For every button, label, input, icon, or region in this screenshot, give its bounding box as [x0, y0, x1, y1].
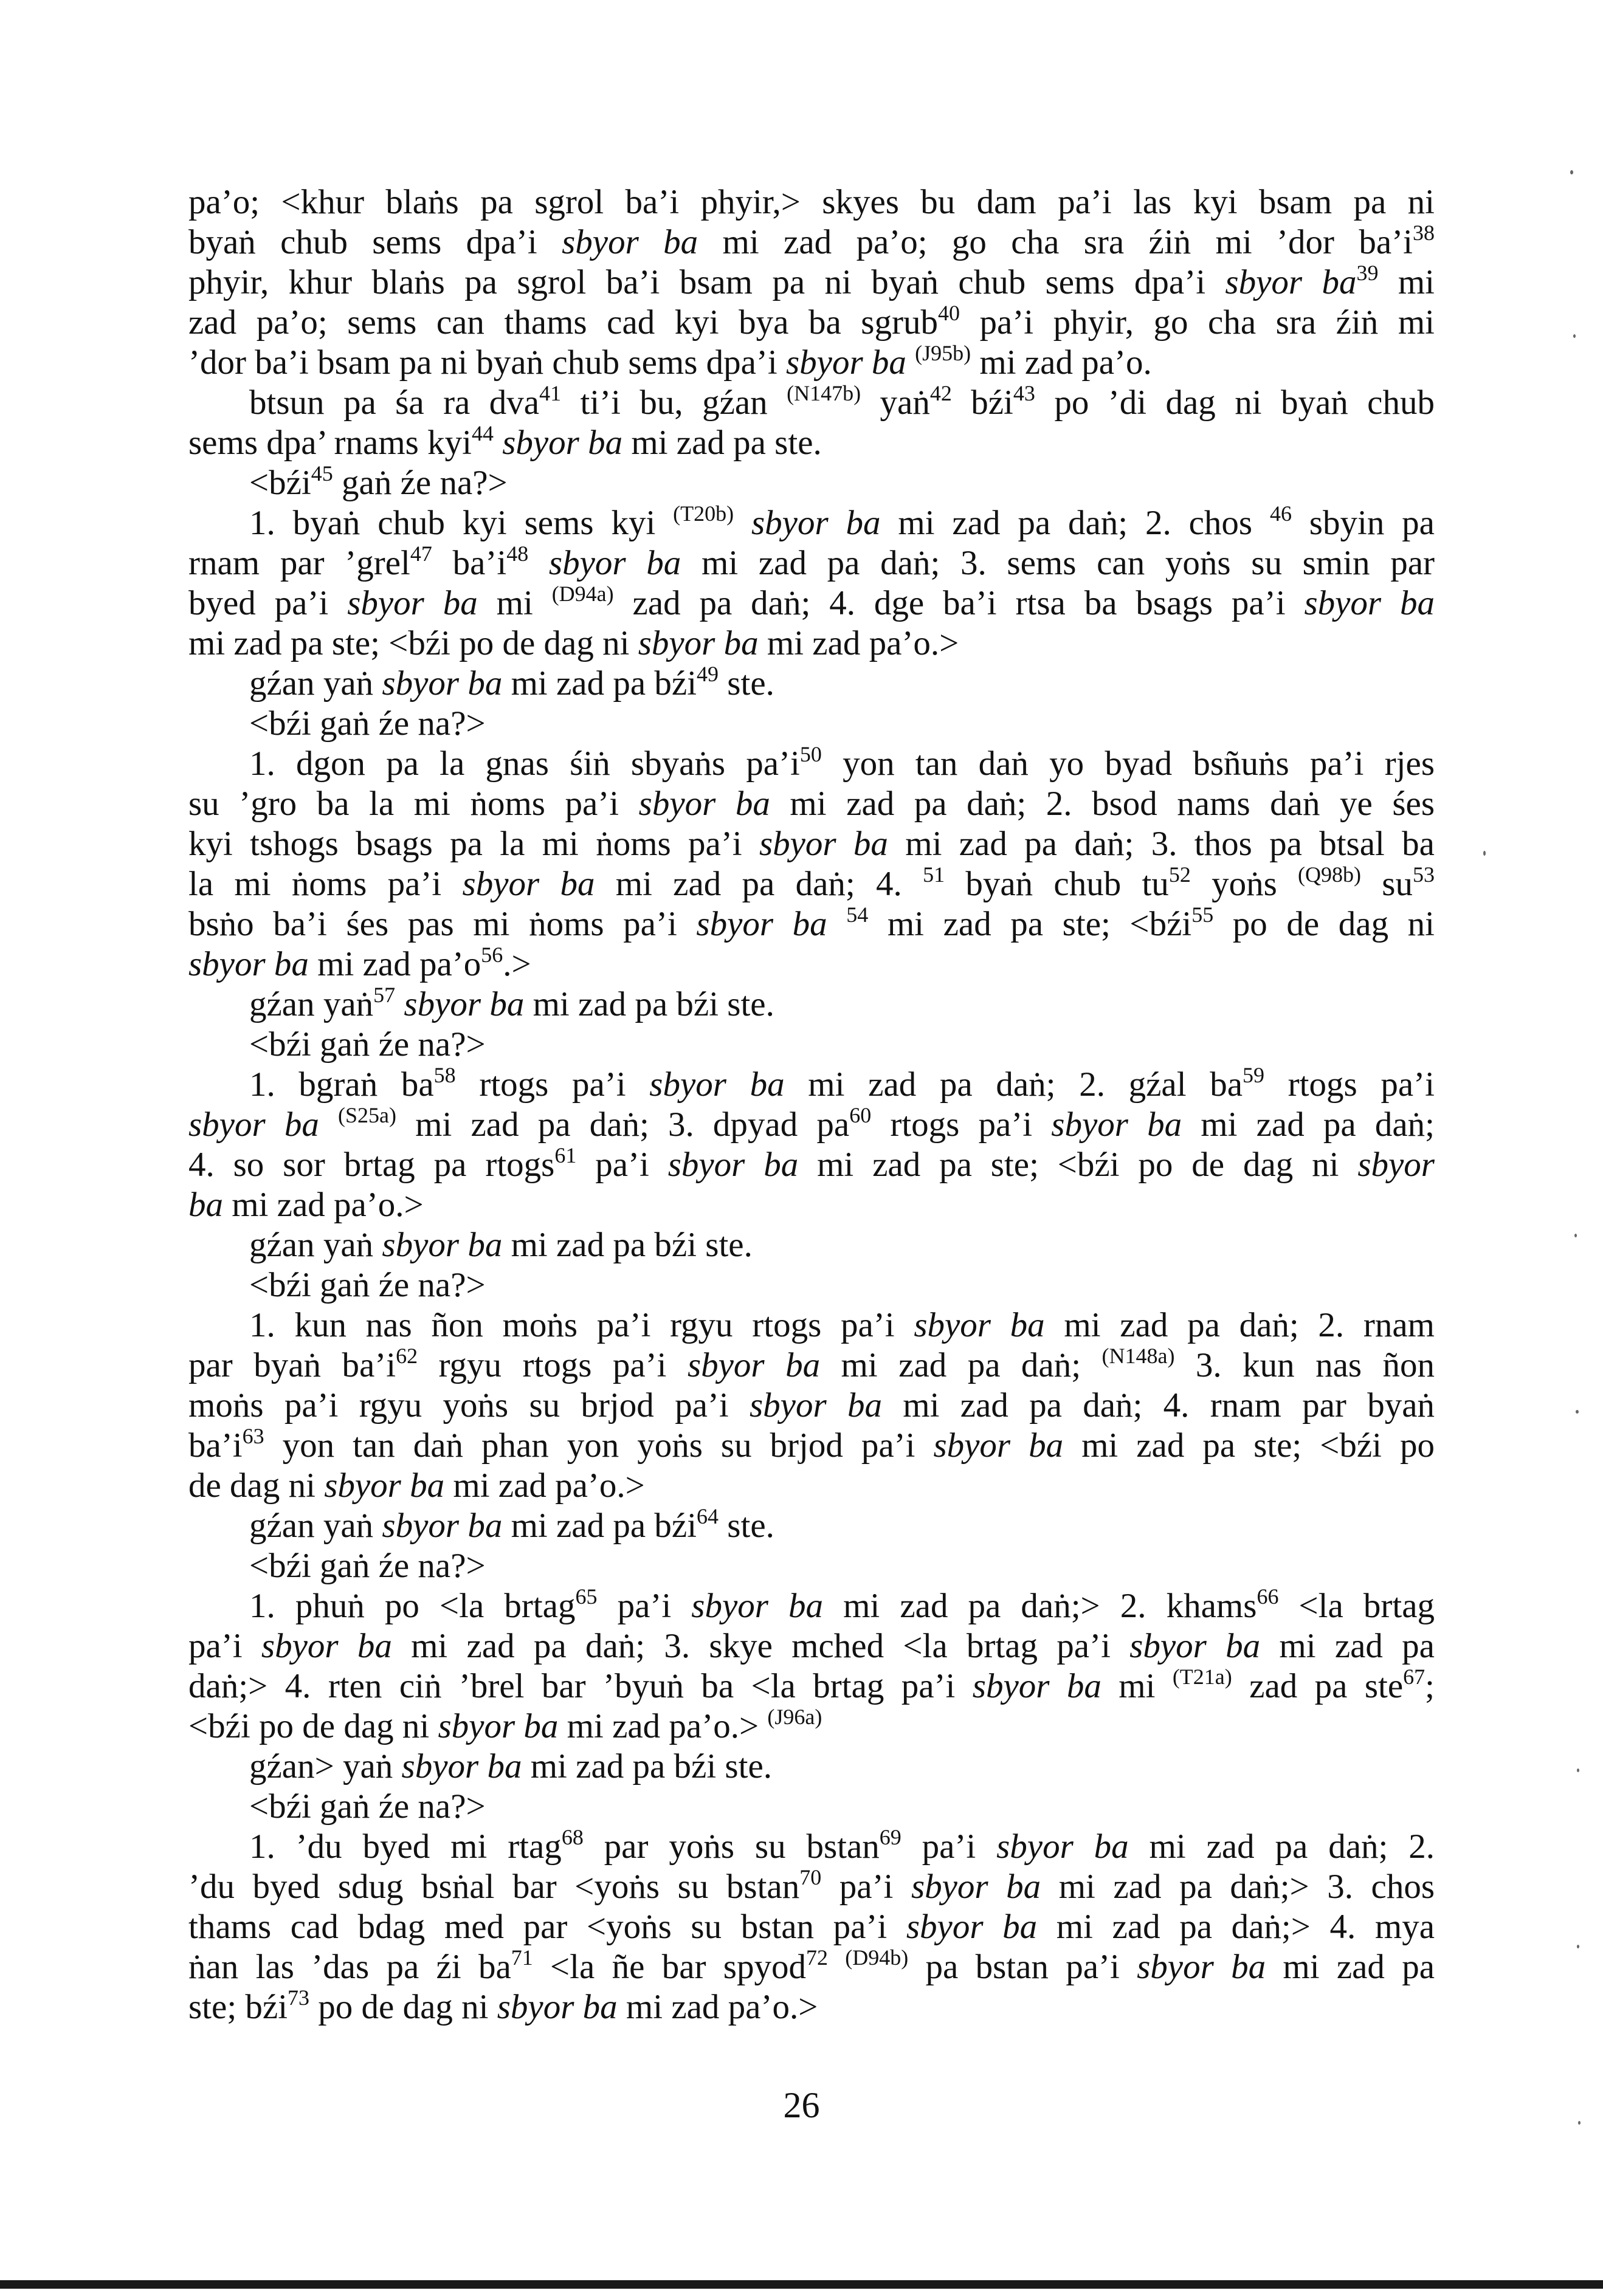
- italic-term: sbyor: [1357, 1146, 1435, 1184]
- text-run: mi zad pa daṅ;˃ 3. chos: [1041, 1868, 1435, 1906]
- text-run: mi zad pa’o.: [971, 343, 1152, 382]
- text-run: su ’gro ba la mi ṅoms pa’i: [188, 785, 639, 823]
- italic-term: sbyor ba: [382, 1507, 503, 1545]
- text-run: ˂bźi gaṅ źe na?˃: [249, 1266, 486, 1304]
- text-run: pa’i: [821, 1868, 911, 1906]
- text-run: zad pa daṅ; 4. dge ba’i rtsa ba bsags pa’i: [613, 584, 1305, 622]
- text-run: sems dpa’ rnams kyi: [188, 424, 472, 462]
- text-line: [188, 1707, 1435, 1747]
- footnote-marker: 49: [697, 662, 719, 686]
- text-run: mi zad pa’o; go cha sra źiṅ mi ’dor ba’i: [698, 223, 1413, 261]
- text-run: mi zad pa daṅ;˃ 2. khams: [823, 1587, 1257, 1625]
- text-run: [906, 343, 915, 382]
- footnote-marker: 73: [288, 1985, 310, 2010]
- scan-speck: [1483, 851, 1486, 856]
- text-line: [188, 263, 1435, 303]
- text-run: [827, 905, 847, 943]
- text-run: la mi ṅoms pa’i: [188, 865, 463, 903]
- text-line: [188, 904, 1435, 944]
- text-run: mi zad pa daṅ; 2. rnam: [1044, 1306, 1435, 1344]
- text-run: po de dag ni: [1213, 905, 1435, 943]
- footnote-marker: 43: [1013, 381, 1035, 405]
- text-run: 4. so sor brtag pa rtogs: [188, 1146, 555, 1184]
- text-run: 1. byaṅ chub kyi sems kyi: [249, 504, 674, 542]
- text-run: rtogs pa’i: [871, 1105, 1052, 1144]
- text-run: ˂bźi gaṅ źe na?˃: [249, 704, 486, 743]
- text-run: pa’i phyir, go cha sra źiṅ mi: [959, 303, 1435, 342]
- text-run: bsṅo ba’i śes pas mi ṅoms pa’i: [188, 905, 697, 943]
- italic-term: sbyor ba: [667, 1146, 799, 1184]
- text-run: byed pa’i: [188, 584, 348, 622]
- text-line: [188, 303, 1435, 343]
- italic-term: sbyor ba: [401, 1747, 522, 1786]
- text-run: ste.: [719, 664, 774, 703]
- text-run: mi zad pa daṅ; 2. bsod nams daṅ ye śes: [770, 785, 1435, 823]
- text-line: [188, 1827, 1435, 1867]
- text-run: par byaṅ ba’i: [188, 1346, 396, 1384]
- text-line: [188, 1225, 1435, 1265]
- footnote-marker: 63: [242, 1424, 264, 1448]
- italic-term: sbyor ba: [911, 1868, 1041, 1906]
- footnote-marker: 54: [846, 902, 869, 927]
- text-run: pa’i: [188, 1627, 261, 1665]
- italic-term: sbyor ba: [1137, 1948, 1266, 1986]
- text-run: mi zad pa daṅ; 2.: [1128, 1827, 1435, 1866]
- text-run: mi: [1378, 263, 1435, 301]
- text-run: gźan˃ yaṅ: [249, 1747, 402, 1786]
- italic-term: sbyor ba: [438, 1707, 559, 1745]
- text-run: moṅs pa’i rgyu yoṅs su brjod pa’i: [188, 1386, 750, 1425]
- text-run: rnam par ’grel: [188, 544, 410, 582]
- text-run: mi zad pa daṅ; 4. rnam par byaṅ: [881, 1386, 1435, 1425]
- text-line: [188, 1907, 1435, 1947]
- italic-term: sbyor ba: [1225, 263, 1357, 301]
- footnote-marker: 47: [410, 541, 432, 566]
- italic-term: sbyor ba: [933, 1426, 1064, 1465]
- text-run: kyi tshogs bsags pa la mi ṅoms pa’i: [188, 825, 759, 863]
- footnote-marker: 62: [396, 1344, 418, 1368]
- text-run: po de dag ni: [309, 1988, 497, 2026]
- text-line: [188, 1506, 1435, 1546]
- text-line: [188, 1867, 1435, 1907]
- footnote-marker: 42: [929, 381, 952, 405]
- italic-term: sbyor ba: [691, 1587, 824, 1625]
- italic-term: sbyor ba: [687, 1346, 821, 1384]
- text-line: [188, 503, 1435, 543]
- text-run: par yoṅs su bstan: [583, 1827, 880, 1866]
- text-run: mi zad pa daṅ; 4.: [595, 865, 923, 903]
- text-run: mi zad pa ste; ˂bźi po de dag ni: [798, 1146, 1358, 1184]
- text-run: [828, 1948, 845, 1986]
- text-line: [188, 423, 1435, 463]
- footnote-marker: 66: [1257, 1584, 1279, 1609]
- text-run: gźan yaṅ: [249, 1507, 382, 1545]
- text-run: mi zad pa ste; ˂bźi po: [1063, 1426, 1435, 1465]
- text-line: [188, 383, 1435, 423]
- text-line: [188, 1787, 1435, 1827]
- text-run: ’dor ba’i bsam pa ni byaṅ chub sems dpa’i: [188, 343, 786, 382]
- text-run: thams cad bdag med par ˂yoṅs su bstan pa’i: [188, 1908, 906, 1946]
- text-line: [188, 944, 1435, 985]
- footnote-marker: (N148a): [1101, 1344, 1175, 1368]
- text-run: mi zad pa’o.˃: [617, 1988, 818, 2026]
- text-run: [395, 985, 404, 1023]
- text-line: [188, 343, 1435, 383]
- footnote-marker: 61: [554, 1143, 577, 1167]
- footnote-marker: 55: [1191, 902, 1214, 927]
- italic-term: sbyor ba: [906, 1908, 1038, 1946]
- text-run: bźi: [951, 383, 1013, 422]
- text-run: yon tan daṅ phan yon yoṅs su brjod pa’i: [264, 1426, 934, 1465]
- text-line: [188, 1426, 1435, 1466]
- text-run: 3. kun nas ñon: [1174, 1346, 1435, 1384]
- text-run: mi: [477, 584, 552, 622]
- scan-edge-rule: [0, 2280, 1603, 2289]
- text-run: mi: [1101, 1667, 1173, 1705]
- footnote-marker: (J95b): [915, 341, 971, 365]
- footnote-marker: 58: [433, 1063, 456, 1087]
- italic-term: sbyor ba: [404, 985, 525, 1023]
- text-run: gźan yaṅ: [249, 664, 382, 703]
- italic-term: sbyor ba: [638, 624, 759, 662]
- text-run: mi zad pa’o.˃: [558, 1707, 768, 1745]
- text-run: 1. ’du byed mi rtag: [249, 1827, 562, 1866]
- text-run: [528, 544, 549, 582]
- text-line: [188, 985, 1435, 1025]
- text-run: ˂bźi po de dag ni: [188, 1707, 438, 1745]
- text-run: ˂bźi gaṅ źe na?˃: [249, 1787, 486, 1826]
- text-run: mi zad pa’o.˃: [758, 624, 959, 662]
- footnote-marker: (N147b): [787, 381, 861, 405]
- footnote-marker: 65: [575, 1584, 598, 1609]
- italic-term: sbyor ba: [502, 424, 623, 462]
- footnote-marker: 69: [879, 1825, 901, 1849]
- text-run: rtogs pa’i: [1264, 1065, 1435, 1104]
- text-run: yoṅs: [1190, 865, 1298, 903]
- footnote-marker: 50: [799, 742, 822, 766]
- text-run: mi zad pa ste; ˂bźi: [868, 905, 1192, 943]
- text-run: btsun pa śa ra dva: [249, 383, 540, 422]
- text-run: mi zad pa ste; ˂bźi po de dag ni: [188, 624, 638, 662]
- footnote-marker: 72: [805, 1945, 828, 1970]
- text-line: [188, 463, 1435, 503]
- text-run: sbyin pa: [1291, 504, 1435, 542]
- text-run: byaṅ chub tu: [945, 865, 1169, 903]
- text-run: yon tan daṅ yo byad bsñuṅs pa’i rjes: [821, 744, 1435, 783]
- text-line: [188, 583, 1435, 624]
- text-run: ˂bźi: [249, 464, 311, 502]
- footnote-marker: 70: [799, 1865, 822, 1889]
- text-run: ˂la ñe bar spyod: [533, 1948, 806, 1986]
- italic-term: sbyor ba: [914, 1306, 1045, 1344]
- text-run: mi zad pa daṅ;: [1182, 1105, 1435, 1144]
- text-run: 1. kun nas ñon moṅs pa’i rgyu rtogs pa’i: [249, 1306, 914, 1344]
- text-line: [188, 1747, 1435, 1787]
- footnote-marker: 59: [1243, 1063, 1265, 1087]
- text-line: [188, 1185, 1435, 1225]
- italic-term: sbyor ba: [1051, 1105, 1182, 1144]
- text-run: phyir, khur blaṅs pa sgrol ba’i bsam pa ni byaṅ chub sems dpa’i: [188, 263, 1226, 301]
- footnote-marker: 68: [561, 1825, 584, 1849]
- text-run: mi zad pa daṅ; 2. gźal ba: [784, 1065, 1243, 1104]
- italic-term: sbyor ba: [751, 504, 881, 542]
- text-run: gźan yaṅ: [249, 1226, 382, 1264]
- footnote-marker: (D94a): [551, 582, 614, 606]
- italic-term: sbyor ba: [562, 223, 698, 261]
- text-line: [188, 1466, 1435, 1506]
- text-line: [188, 1025, 1435, 1065]
- italic-term: sbyor ba: [188, 1105, 319, 1144]
- text-run: mi zad pa bźi ste.: [502, 1226, 753, 1264]
- text-run: ˂bźi gaṅ źe na?˃: [249, 1547, 486, 1585]
- text-run: byaṅ chub sems dpa’i: [188, 223, 562, 261]
- text-run: ba’i: [432, 544, 507, 582]
- footnote-marker: 52: [1168, 862, 1191, 887]
- italic-term: sbyor ba: [1129, 1627, 1261, 1665]
- footnote-marker: 56: [481, 943, 503, 967]
- scan-speck: [1573, 334, 1576, 338]
- page-number: 26: [783, 2085, 820, 2125]
- italic-term: sbyor ba: [497, 1988, 618, 2026]
- footnote-marker: 45: [311, 461, 333, 486]
- text-line: [188, 1265, 1435, 1305]
- text-run: [319, 1105, 338, 1144]
- text-run: ti’i bu, gźan: [561, 383, 787, 422]
- text-run: pa’i: [576, 1146, 668, 1184]
- text-run: mi zad pa’o.˃: [444, 1466, 645, 1505]
- italic-term: sbyor ba: [1304, 584, 1435, 622]
- text-line: [188, 744, 1435, 784]
- italic-term: sbyor ba: [261, 1627, 392, 1665]
- text-line: [188, 784, 1435, 824]
- text-run: mi zad pa daṅ;˃ 4. mya: [1037, 1908, 1435, 1946]
- text-run: mi zad pa daṅ; 3. skye mched ˂la brtag pa’i: [391, 1627, 1130, 1665]
- text-run: gźan yaṅ: [249, 985, 374, 1023]
- text-run: ˂la brtag: [1278, 1587, 1435, 1625]
- text-run: ba’i: [188, 1426, 243, 1465]
- scan-speck: [1578, 2121, 1581, 2125]
- text-run: mi zad pa’o: [308, 945, 481, 983]
- text-line: [188, 664, 1435, 704]
- text-run: mi zad pa daṅ; 3. thos pa btsal ba: [888, 825, 1435, 863]
- text-line: [188, 1145, 1435, 1185]
- footnote-marker: (T20b): [673, 501, 734, 526]
- footnote-marker: 46: [1269, 501, 1292, 526]
- text-line: [188, 824, 1435, 864]
- text-line: [188, 1386, 1435, 1426]
- text-run: de dag ni: [188, 1466, 325, 1505]
- text-line: [188, 704, 1435, 744]
- italic-term: sbyor ba: [188, 945, 309, 983]
- text-run: zad pa ste: [1232, 1667, 1404, 1705]
- text-run: mi zad pa bźi: [502, 664, 697, 703]
- scan-speck: [1570, 170, 1573, 174]
- italic-term: sbyor ba: [972, 1667, 1101, 1705]
- scan-speck: [1577, 1768, 1579, 1772]
- italic-term: sbyor ba: [462, 865, 595, 903]
- text-run: mi zad pa daṅ; 3. dpyad pa: [396, 1105, 850, 1144]
- italic-term: sbyor ba: [638, 785, 770, 823]
- text-run: mi zad pa: [1260, 1627, 1435, 1665]
- italic-term: sbyor ba: [786, 343, 906, 382]
- text-line: [188, 1666, 1435, 1707]
- text-run: ’du byed sdug bsṅal bar ˂yoṅs su bstan: [188, 1868, 800, 1906]
- text-line: [188, 1346, 1435, 1386]
- footnote-marker: 40: [937, 301, 960, 325]
- text-run: [494, 424, 502, 462]
- italic-term: sbyor ba: [649, 1065, 785, 1104]
- text-run: ste; bźi: [188, 1988, 288, 2026]
- text-run: 1. phuṅ po ˂la brtag: [249, 1587, 576, 1625]
- text-line: [188, 1065, 1435, 1105]
- text-line: [188, 1947, 1435, 1987]
- text-line: [188, 624, 1435, 664]
- footnote-marker: (T21a): [1172, 1665, 1232, 1689]
- text-line: [188, 1626, 1435, 1666]
- italic-term: ba: [188, 1186, 223, 1224]
- footnote-marker: (D94b): [845, 1945, 909, 1970]
- text-run: mi zad pa daṅ; 2. chos: [880, 504, 1270, 542]
- footnote-marker: 51: [923, 862, 945, 887]
- italic-term: sbyor ba: [996, 1827, 1129, 1866]
- text-run: ste.: [719, 1507, 774, 1545]
- text-run: rtogs pa’i: [455, 1065, 650, 1104]
- footnote-marker: (J96a): [767, 1705, 822, 1729]
- italic-term: sbyor ba: [347, 584, 478, 622]
- italic-term: sbyor ba: [382, 1226, 503, 1264]
- footnote-marker: 67: [1403, 1665, 1425, 1689]
- footnote-marker: 53: [1413, 862, 1435, 887]
- footnote-marker: 60: [849, 1103, 872, 1127]
- scan-speck: [1576, 1410, 1579, 1414]
- text-line: [188, 1987, 1435, 2027]
- text-run: rgyu rtogs pa’i: [418, 1346, 688, 1384]
- text-run: mi zad pa bźi: [502, 1507, 697, 1545]
- text-run: mi zad pa bźi ste.: [522, 1747, 772, 1786]
- footnote-marker: 41: [539, 381, 562, 405]
- footnote-marker: 39: [1356, 261, 1379, 285]
- text-run: .˃: [503, 945, 531, 983]
- italic-term: sbyor ba: [696, 905, 827, 943]
- footnote-marker: 48: [506, 541, 529, 566]
- text-run: ˂bźi gaṅ źe na?˃: [249, 1025, 486, 1064]
- scan-speck: [1577, 1945, 1579, 1948]
- text-run: mi zad pa ste.: [622, 424, 822, 462]
- italic-term: sbyor ba: [749, 1386, 882, 1425]
- italic-term: sbyor ba: [382, 664, 503, 703]
- text-line: [188, 1105, 1435, 1145]
- text-line: [188, 543, 1435, 583]
- page-body: [188, 182, 1435, 2027]
- text-line: [188, 182, 1435, 222]
- footnote-marker: (S25a): [338, 1103, 396, 1127]
- italic-term: sbyor ba: [548, 544, 681, 582]
- footnote-marker: 44: [471, 421, 494, 445]
- text-run: mi zad pa: [1266, 1948, 1435, 1986]
- text-run: po ’di dag ni byaṅ chub: [1035, 383, 1435, 422]
- footnote-marker: 38: [1413, 221, 1435, 245]
- text-run: [734, 504, 751, 542]
- footnote-marker: 57: [373, 983, 396, 1007]
- text-run: ṅan las ’das pa źi ba: [188, 1948, 511, 1986]
- text-run: pa’o; ˂khur blaṅs pa sgrol ba’i phyir,˃ skyes bu dam pa’i las kyi bsam pa ni: [188, 183, 1435, 221]
- text-line: [188, 1546, 1435, 1586]
- text-line: [188, 1586, 1435, 1626]
- scan-speck: [1574, 1234, 1577, 1237]
- italic-term: sbyor ba: [324, 1466, 445, 1505]
- text-run: zad pa’o; sems can thams cad kyi bya ba sgrub: [188, 303, 938, 342]
- text-run: yaṅ: [861, 383, 930, 422]
- text-run: mi zad pa’o.˃: [223, 1186, 424, 1224]
- text-run: pa’i: [901, 1827, 997, 1866]
- text-run: mi zad pa daṅ; 3. sems can yoṅs su smin par: [681, 544, 1435, 582]
- text-run: 1. bgraṅ ba: [249, 1065, 434, 1104]
- italic-term: sbyor ba: [759, 825, 888, 863]
- footnote-marker: 71: [511, 1945, 533, 1970]
- text-run: mi zad pa bźi ste.: [524, 985, 774, 1023]
- text-line: [188, 864, 1435, 904]
- text-run: gaṅ źe na?˃: [333, 464, 508, 502]
- text-line: [188, 222, 1435, 263]
- text-line: [188, 1305, 1435, 1346]
- text-run: daṅ;˃ 4. rten ciṅ ’brel bar ’byuṅ ba ˂la brtag pa’i: [188, 1667, 973, 1705]
- text-run: 1. dgon pa la gnas śiṅ sbyaṅs pa’i: [249, 744, 800, 783]
- footnote-marker: 64: [697, 1504, 719, 1528]
- text-run: ;: [1425, 1667, 1435, 1705]
- text-run: pa’i: [597, 1587, 692, 1625]
- text-run: su: [1361, 865, 1413, 903]
- text-run: mi zad pa daṅ;: [820, 1346, 1102, 1384]
- text-run: pa bstan pa’i: [908, 1948, 1137, 1986]
- footnote-marker: (Q98b): [1298, 862, 1362, 887]
